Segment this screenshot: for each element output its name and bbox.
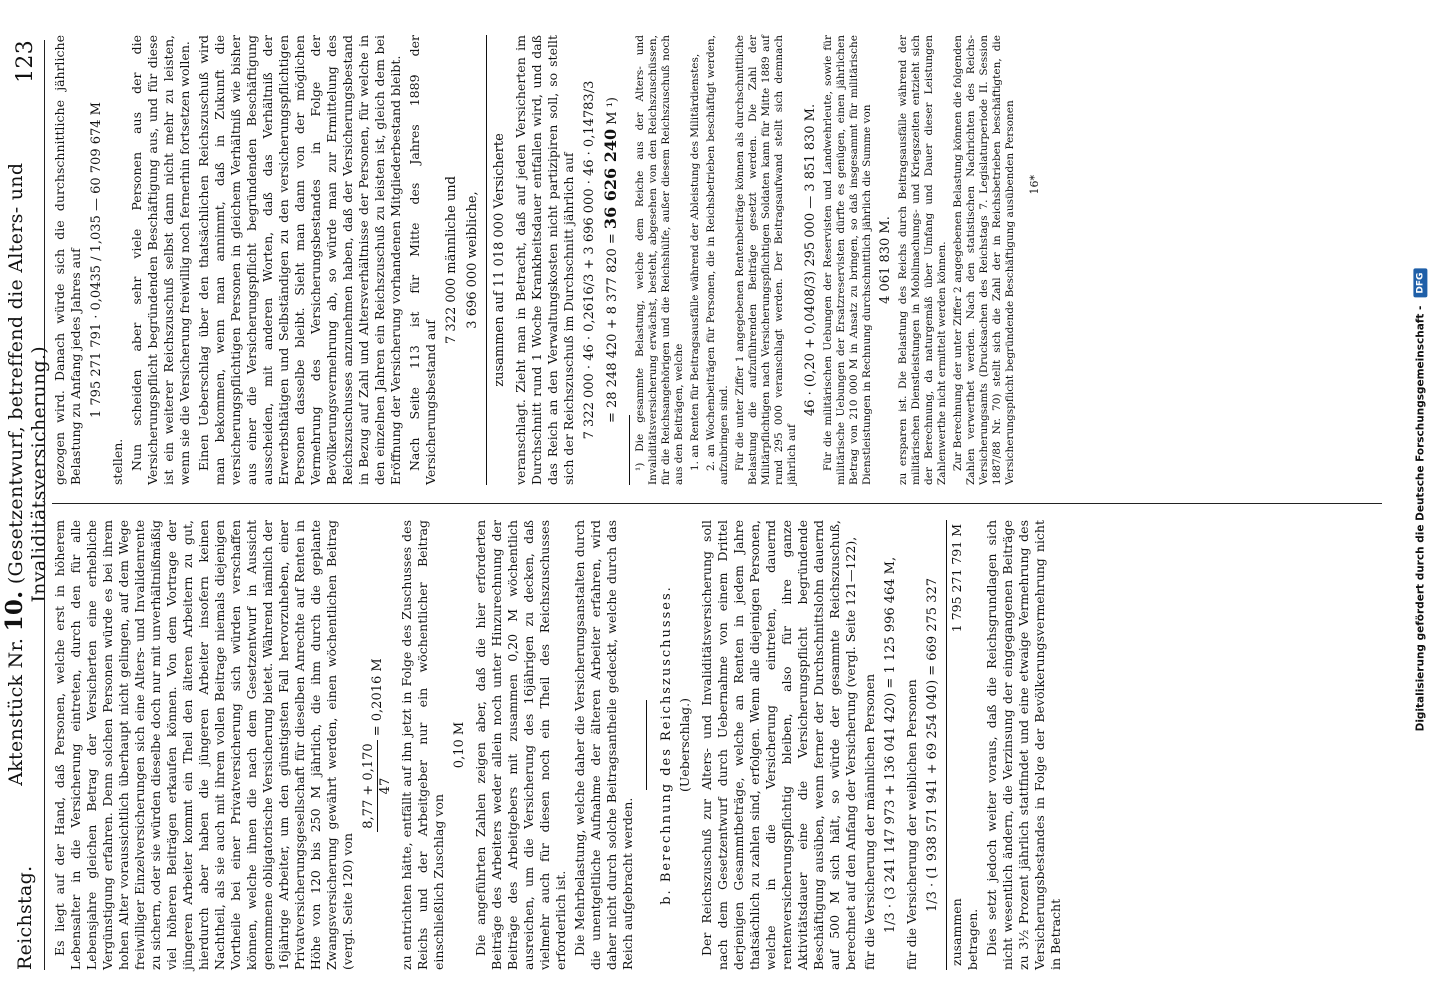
footnote-paragraph: Für die militärischen Uebungen der Reservisten und Landwehrleute, sowie für militärische Uebungen der Ersatzreservisten dürfte es genügen, einen jährlichen Betrag von 210 000 M in Ansatz zu bringen, so daß insgesammt für militärische Dienstleistungen in Rechnung durchschnittlich jährlich die Summe von	[822, 35, 873, 485]
formula: 1 795 271 791 · 0,0435 / 1,035 — 60 709 674 M	[89, 102, 104, 418]
right-column	[52, 35, 1043, 485]
fraction-denominator: 47	[378, 777, 393, 795]
result-value: 36 626 240	[601, 128, 620, 230]
footnote-text: Die gesammte Belastung, welche dem Reiche aus der Alters- und Invaliditätsversicherung erwächst, besteht, abgesehen von den Reichszuschüssen, für die Reichsangehörigen und die Reichshülfe, außer diesem Reichszuschuß noch aus den Beiträgen, welche	[634, 35, 685, 485]
formula: 0,10 M	[452, 721, 467, 769]
signature-mark: 16*	[1028, 175, 1041, 195]
paragraph: Einen Ueberschlag über den thatsächlichen Reichszuschuß wird man bekommen, wenn man annimmt, daß in Zukunft die versicherungspflichtigen Personen in gleichem Verhältniß wie bisher aus einer die Versicherungspflicht begründenden Beschäftigung ausscheiden, mit anderen Worten, daß das Verhältniß der Erwerbsthätigen und Selbständigen zu den versicherungspflichtigen Personen dasselbe bleibt. Sieht man dann von der möglichen Vermehrung des Versicherungsbestandes in Folge der Bevölkerungsvermehrung ab, so würde man zur Ermittelung des Reichszuschusses anzunehmen haben, daß der Versicherungsbestand in Bezug auf Zahl und Altersverhältnisse der Personen, für welche in den einzelnen Jahren ein Reichszuschuß zu leisten ist, gleich dem bei Eröffnung der Versicherung vorhandenen Mitgliederbestand bleibt.	[196, 35, 403, 485]
paragraph: gezogen wird. Danach würde sich die durchschnittliche jährliche Belastung zu Anfang jedes Jahres auf	[52, 35, 83, 485]
header-title-suffix: (Gesetzentwurf, betreffend die Alters- und Invaliditätsversicherung.)	[4, 162, 50, 603]
paragraph: betragen.	[965, 908, 980, 970]
label-women: für die Versicherung der weiblichen Personen	[904, 679, 919, 970]
fraction-numerator: 8,77 + 0,170	[361, 740, 378, 831]
footnote-item: 1. an Renten für Beitragsausfälle während der Ableistung des Militärdienstes,	[689, 53, 701, 471]
footnote-item: 2. an Wochenbeiträgen für Personen, die in Reichsbetrieben beschäftigt werden, aufzubringen sind.	[705, 35, 730, 485]
result-formula	[603, 35, 621, 485]
side-banner	[1408, 0, 1432, 1000]
paragraph: Die angeführten Zahlen zeigen aber, daß die hier erforderten Beiträge des Arbeiters weder allein noch unter Hinzurechnung der Beiträge des Arbeitgebers mit zusammen 0,20 M wöchentlich ausreichen, um die Versicherung des 16jährigen zu decken, daß vielmehr auch für diesen noch ein Theil des Reichszuschusses erforderlich ist.	[473, 520, 568, 970]
footnote	[634, 35, 686, 485]
paragraph: Die Mehrbelastung, welche daher die Versicherungsanstalten durch die unentgeltliche Aufnahme der älteren Arbeiter erfahren, wird daher nicht durch solche Beitragsantheile gedeckt, welche durch das Reich aufgebracht werden.	[572, 520, 635, 970]
formula: 7 322 000 · 46 · 0,2616/3 + 3 696 000 · 46 · 0,14783/3	[582, 80, 597, 440]
count-total: zusammen auf 11 018 000 Versicherte	[492, 133, 507, 387]
footnote-marker: ¹)	[634, 462, 646, 471]
footnotes	[634, 35, 1017, 485]
sum-rule	[486, 35, 487, 485]
sum-rule	[946, 520, 947, 970]
page-header	[0, 40, 50, 970]
paragraph: Dies setzt jedoch weiter voraus, daß die Reichsgrundlagen sich nicht wesentlich ändern, die Verzinsung der eingegangenen Beiträge zu 3½ Prozent jährlich stattfindet und eine etwaige Vermehrung des Versicherungsbestandes in Folge der Bevölkerungsvermehrung nicht in Betracht	[984, 520, 1063, 970]
footnote-paragraph: zu ersparen ist. Die Belastung des Reichs durch Beitragsausfälle während der militärischen Dienstleistungen in Mobilmachungs- und Kriegszeiten entzieht sich der Berechnung, da naturgemäß über Umfang und Dauer dieser Leistungen Zahlenwerthe nicht ermittelt werden können.	[897, 35, 948, 485]
count-men: 7 322 000 männliche und	[444, 176, 459, 344]
paragraph: Der Reichszuschuß zur Alters- und Invaliditätsversicherung soll nach dem Gesetzentwurf durch Uebernahme von einem Drittel derjenigen Gesammtbeträge, welche an Renten in jedem Jahre thatsächlich zu zahlen sind, erfolgen. Wenn alle diejenigen Personen, welche in die Versicherung eintreten, dauernd rentenversicherungspflichtig bleiben, also für ihre ganze Aktivitätsdauer eine die Versicherungspflicht begründende Beschäftigung ausüben, wenn ferner der Durchschnittslohn dauernd auf 500 M sich hält, so würde der gesammte Reichszuschuß, berechnet auf den Anfang der Versicherung (vergl. Seite 121—122),	[699, 520, 858, 970]
paragraph: Nach Seite 113 ist für Mitte des Jahres 1889 der Versicherungsbestand auf	[407, 35, 438, 485]
paragraph: zu entrichten hätte, entfällt auf ihn jetzt in Folge des Zuschusses des Reichs und der Arbeitgeber nur ein wöchentlicher Beitrag einschließlich Zuschlag von	[399, 520, 446, 970]
paragraph: veranschlagt. Zieht man in Betracht, daß auf jeden Versicherten im Durchschnitt rund 1 Woche Krankheitsdauer entfallen wird, und daß das Reich an den Verwaltungskosten nicht partizipiren soll, so stellt sich der Reichszuschuß im Durchschnitt jährlich auf	[513, 35, 576, 485]
label-men: für die Versicherung der männlichen Personen	[862, 673, 877, 970]
paragraph: Es liegt auf der Hand, daß Personen, welche erst in höherem Lebensalter in die Versicherung eintreten, durch den für alle Lebensjahre gleichen Betrag der Versicherten eine erhebliche Vergünstigung erfahren. Denn solchen Personen würde es bei ihrem hohen Alter voraussichtlich überhaupt nicht gelingen, auf dem Wege freiwilliger Einzelversicherungen sich eine Alters- und Invalidenrente zu sichern, oder sie würden dieselbe doch nur mit unverhältnißmäßig viel höheren Beiträgen erkaufen können. Von dem Vortrage der jüngeren Arbeiter kommt ein Theil den älteren Arbeitern zu gut, hierdurch aber haben die jüngeren Arbeiter insofern keinen Nachtheil, als sie auch mit ihrem vollen Beitrage niemals diejenigen Vortheile bei einer Privatversicherung sich würden verschaffen können, welche ihnen die nach dem Gesetzentwurf in Aussicht genommene obligatorische Versicherung bietet. Während nämlich der 16jährige Arbeiter, um den günstigsten Fall hervorzuheben, einer Privatversicherungsgesellschaft für dieselben Anrechte auf Renten in Höhe von 120 bis 250 M jährlich, die ihm durch die geplante Zwangsversicherung gewährt werden, einen wöchentlichen Beitrag (vergl. Seite 120) von	[52, 520, 355, 970]
total-value: 1 795 271 791 M	[949, 524, 964, 633]
result-prefix: = 28 248 420 + 8 377 820 =	[605, 233, 620, 424]
paragraph: Nun scheiden aber sehr viele Personen aus der die Versicherungspflicht begründenden Beschäftigung aus, und für diese ist ein weiterer Reichszuschuß selbst dann nicht mehr zu leisten, wenn sie die Versicherung freiwillig noch fernerhin fortsetzen wollen.	[129, 35, 192, 485]
banner-text: Digitalisierung gefördert durch die Deutsche Forschungsgemeinschaft -	[1414, 305, 1427, 732]
footnote-rule	[629, 415, 630, 485]
footnote-paragraph: Zur Berechnung der unter Ziffer 2 angegebenen Belastung können die folgenden Zahlen verwerthet werden. Nach den statistischen Nachrichten des Reichs-Versicherungsamts (Drucksachen des Reichstags 7. Legislaturperiode II. Session 1887/88 Nr. 70) stellt sich die Zahl der in Reichsbetrieben beschäftigten, die Versicherungspflicht begründende Beschäftigung ausübenden Personen	[952, 35, 1016, 485]
result-suffix: M ¹)	[605, 96, 620, 125]
footnote-value: 4 061 830 M.	[878, 216, 893, 304]
section-subheading: (Ueberschlag.)	[677, 698, 692, 792]
separator-rule	[646, 700, 647, 790]
section-heading: b. Berechnung des Reichszuschusses.	[659, 585, 674, 905]
formula-result: = 0,2016 M	[370, 658, 385, 737]
dfg-logo: DFG	[1413, 269, 1427, 298]
left-column	[52, 520, 1067, 970]
total-row	[949, 520, 965, 970]
header-left: Reichstag.	[14, 865, 36, 970]
formula	[361, 520, 394, 970]
calc-men: 1/3 · (3 241 147 973 + 136 041 420) = 1 125 996 464 M,	[883, 556, 898, 934]
header-rule	[44, 40, 45, 970]
fraction	[361, 740, 394, 831]
header-title	[1, 83, 50, 866]
paragraph: stellen.	[110, 438, 125, 485]
calc-women: 1/3 · (1 938 571 941 + 69 254 040) = 669 275 327	[925, 577, 940, 913]
total-label: zusammen	[949, 898, 964, 966]
footnote-paragraph: Für die unter Ziffer 1 angegebenen Rentenbeiträge können als durchschnittliche Belastung die aufzuführenden Beiträge gesetzt werden. Die Zahl der Militärpflichtigen nach Versicherungspflichtigen Soldaten kann für Mitte 1889 auf rund 295 000 veranschlagt werden. Der Beitragsaufwand stellt sich demnach jährlich auf	[734, 35, 798, 485]
header-number: 10.	[0, 590, 28, 632]
column-divider	[52, 503, 1382, 504]
count-women: 3 696 000 weibliche,	[465, 191, 480, 329]
page-number: 123	[12, 40, 38, 83]
header-title-prefix: Aktenstück Nr.	[4, 637, 27, 786]
footnote-formula: 46 · (0,20 + 0,0408/3) 295 000 — 3 851 830 M.	[803, 103, 818, 417]
